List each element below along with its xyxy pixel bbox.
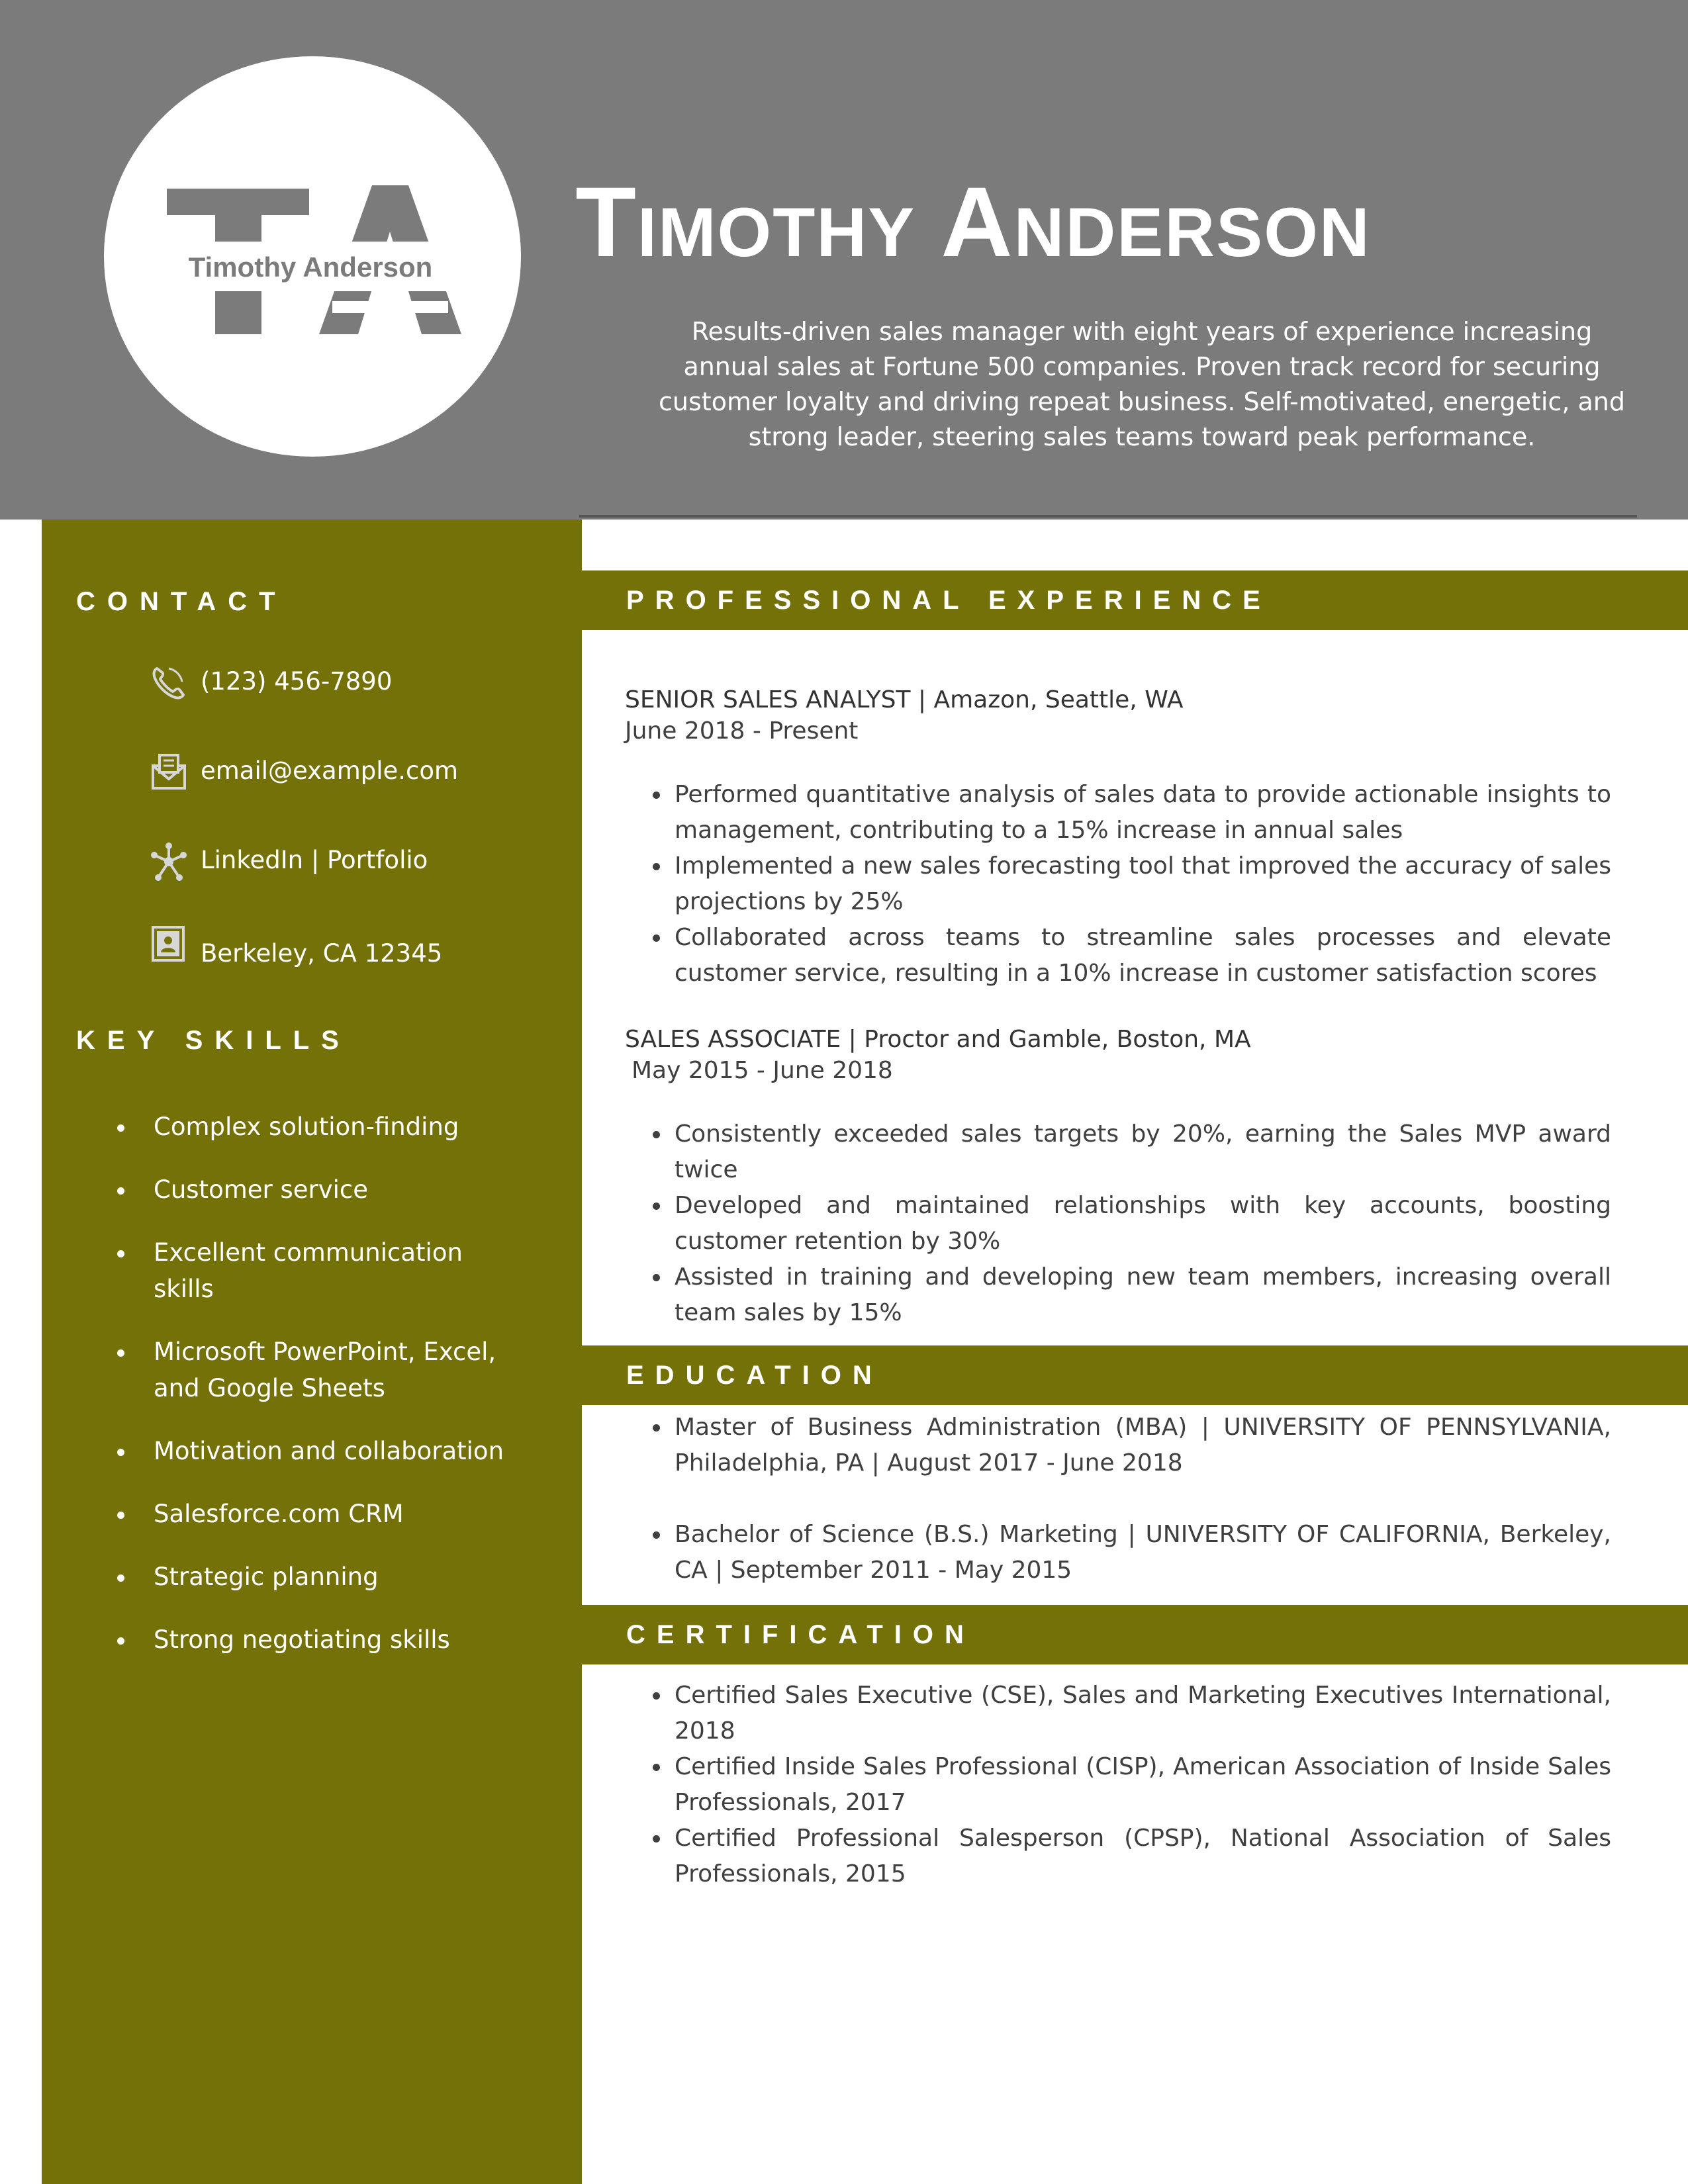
education-section-header <box>582 1345 1688 1405</box>
candidate-name: Timothy Anderson <box>575 166 1371 277</box>
certification-section-header <box>582 1605 1688 1664</box>
email-icon <box>149 752 189 792</box>
job-bullet: Developed and maintained relationships with key accounts, boosting customer retention by 30% <box>625 1188 1611 1259</box>
skill-item: Motivation and collaboration <box>113 1433 523 1469</box>
job-bullet: Assisted in training and developing new team members, increasing overall team sales by 15% <box>625 1259 1611 1331</box>
email-address[interactable]: email@example.com <box>201 756 459 785</box>
education-heading: EDUCATION <box>626 1361 883 1390</box>
experience-heading: PROFESSIONAL EXPERIENCE <box>626 586 1272 615</box>
skill-item: Complex solution-finding <box>113 1109 523 1145</box>
certification-item: Certified Inside Sales Professional (CISP), American Association of Inside Sales Professionals, 2017 <box>625 1749 1611 1821</box>
network-icon <box>149 842 189 882</box>
education-item: Master of Business Administration (MBA) | UNIVERSITY OF PENNSYLVANIA, Philadelphia, PA | August 2017 - June 2018 <box>625 1410 1611 1481</box>
skill-item: Microsoft PowerPoint, Excel, and Google Sheets <box>113 1334 523 1406</box>
contact-phone <box>149 662 493 702</box>
address-text: Berkeley, CA 12345 <box>201 939 443 968</box>
job-bullet: Consistently exceeded sales targets by 20%, earning the Sales MVP award twice <box>625 1116 1611 1188</box>
job-dates: June 2018 - Present <box>625 717 859 745</box>
contact-card-icon <box>149 925 189 964</box>
key-skills-heading: KEY SKILLS <box>76 1026 351 1055</box>
job-bullets <box>625 1116 1611 1331</box>
certification-heading: CERTIFICATION <box>626 1620 975 1649</box>
job-bullet: Collaborated across teams to streamline sales processes and elevate customer service, resulting in a 10% increase in customer satisfaction scores <box>625 920 1611 991</box>
skill-item: Salesforce.com CRM <box>113 1496 523 1532</box>
contact-email <box>149 751 493 791</box>
skill-item: Excellent communication skills <box>113 1234 523 1307</box>
phone-number: (123) 456-7890 <box>201 667 393 696</box>
job-title: SENIOR SALES ANALYST | Amazon, Seattle, WA <box>625 686 1184 713</box>
education-list <box>625 1410 1611 1588</box>
job-title: SALES ASSOCIATE | Proctor and Gamble, Boston, MA <box>625 1026 1251 1053</box>
contact-heading: CONTACT <box>76 587 287 616</box>
logo-a-crossgap <box>332 301 448 313</box>
certification-item: Certified Professional Salesperson (CPSP), National Association of Sales Professionals, 2015 <box>625 1821 1611 1892</box>
certification-list <box>625 1678 1611 1892</box>
contact-links <box>149 841 493 880</box>
certification-item: Certified Sales Executive (CSE), Sales and Marketing Executives International, 2018 <box>625 1678 1611 1749</box>
education-item: Bachelor of Science (B.S.) Marketing | UNIVERSITY OF CALIFORNIA, Berkeley, CA | September 2011 - May 2015 <box>625 1517 1611 1588</box>
contact-address <box>149 923 493 968</box>
job-bullets <box>625 777 1611 991</box>
linkedin-portfolio-link[interactable]: LinkedIn | Portfolio <box>201 846 428 874</box>
skill-item: Strong negotiating skills <box>113 1621 523 1658</box>
experience-section-header <box>582 570 1688 630</box>
profile-summary: Results-driven sales manager with eight years of experience increasing annual sales at Fortune 500 companies. Proven track record for securing customer loyalty and driving repeat business. Self-motivated, energetic, and strong leader, steering sales teams toward peak performance. <box>659 317 1625 451</box>
job-bullet: Performed quantitative analysis of sales data to provide actionable insights to management, contributing to a 15% increase in annual sales <box>625 777 1611 848</box>
header-divider <box>579 515 1637 518</box>
skill-item: Strategic planning <box>113 1559 523 1595</box>
job-bullet: Implemented a new sales forecasting tool that improved the accuracy of sales projections by 25% <box>625 848 1611 920</box>
phone-icon <box>149 663 189 703</box>
skills-list <box>113 1109 523 1684</box>
job-dates: May 2015 - June 2018 <box>632 1057 893 1084</box>
logo-name-text: Timothy Anderson <box>188 251 433 283</box>
header-banner <box>0 0 1688 520</box>
skill-item: Customer service <box>113 1171 523 1208</box>
